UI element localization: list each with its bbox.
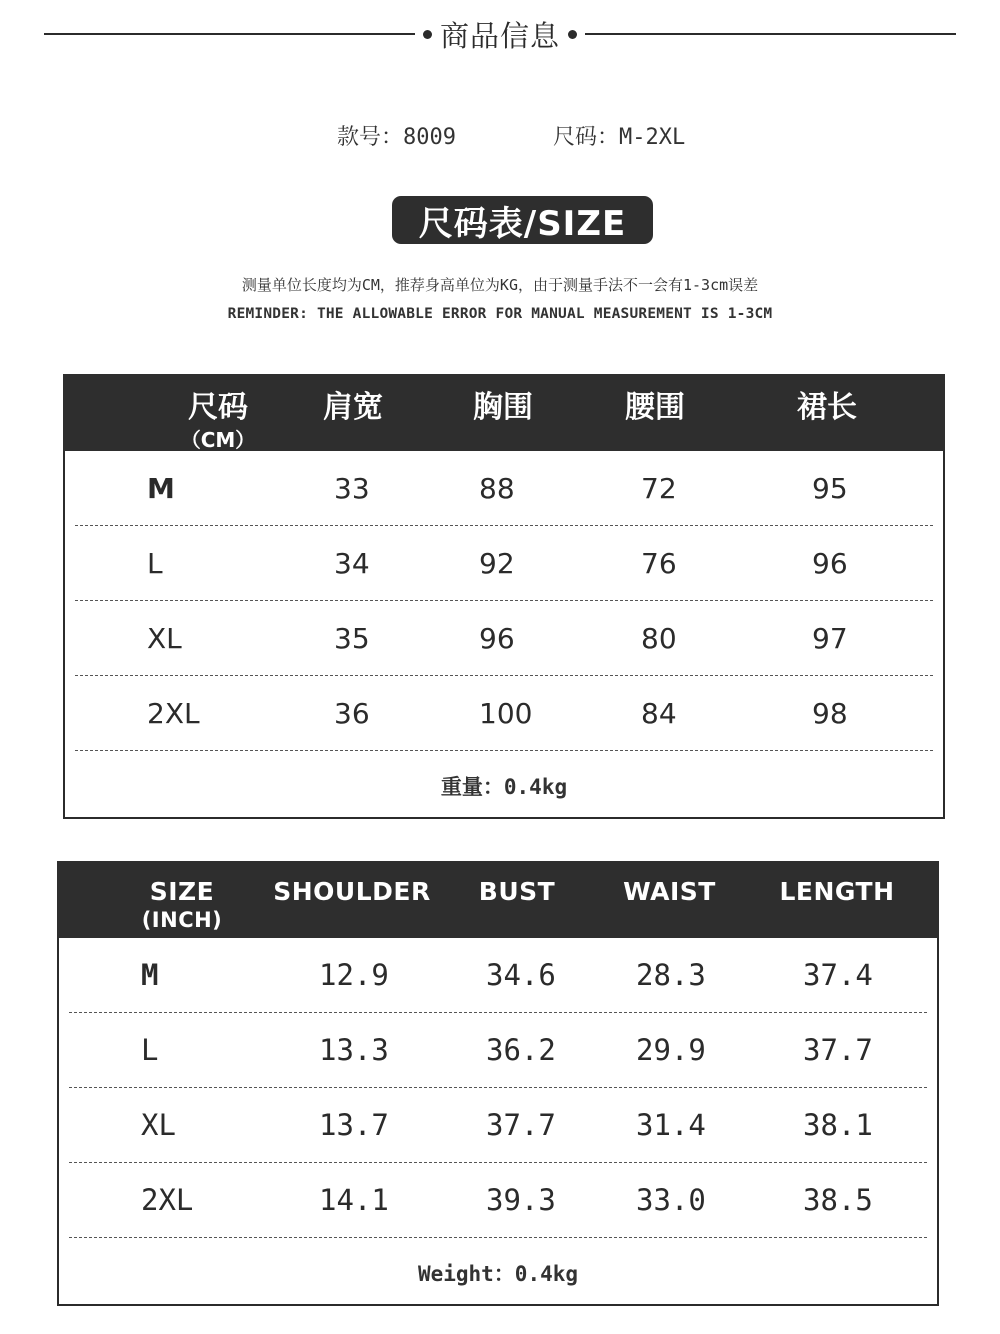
header-length [777,374,877,459]
shoulder-cell: 13.7 [319,1108,389,1142]
header-bust [453,374,553,459]
waist-cell: 33.0 [636,1183,706,1217]
row-divider [69,1237,927,1238]
waist-cell: 29.9 [636,1033,706,1067]
table-row [65,676,943,751]
bust-cell: 36.2 [486,1033,556,1067]
size-cell: 2XL [147,697,200,730]
product-meta [0,116,1000,152]
weight-label: 重量：0.4kg [440,775,568,799]
table-row [59,938,937,1013]
header-unit-label: （CM） [180,428,256,452]
header-size [143,374,293,459]
size-table-title: 尺码表/SIZE [392,196,653,244]
waist-cell: 80 [641,622,677,655]
shoulder-cell: 14.1 [319,1183,389,1217]
bust-cell: 34.6 [486,958,556,992]
size-cell: M [147,472,175,505]
shoulder-cell: 12.9 [319,958,389,992]
length-cell: 96 [812,547,848,580]
waist-cell: 72 [641,472,677,505]
table-row [65,451,943,526]
header-length-label: LENGTH [779,877,895,906]
title-rule-left [44,33,415,35]
header-shoulder [303,374,403,459]
bust-cell: 39.3 [486,1183,556,1217]
shoulder-cell: 36 [334,697,370,730]
table-row [59,1088,937,1163]
measurement-note-cn: 测量单位长度均为CM，推荐身高单位为KG，由于测量手法不一会有1-3cm误差 [241,276,759,294]
shoulder-cell: 35 [334,622,370,655]
header-waist-label: WAIST [623,877,716,906]
size-cell: M [141,958,159,992]
header-length-label: 裙长 [797,390,857,425]
length-cell: 95 [812,472,848,505]
size-cell: XL [141,1108,176,1142]
header-bust-label: BUST [478,877,556,906]
bust-cell: 88 [479,472,515,505]
shoulder-cell: 13.3 [319,1033,389,1067]
table-row [59,1163,937,1238]
header-waist-label: 腰围 [625,390,685,425]
shoulder-cell: 34 [334,547,370,580]
length-cell: 38.5 [803,1183,873,1217]
header-bust-label: 胸围 [473,390,533,425]
bust-cell: 37.7 [486,1108,556,1142]
bust-cell: 96 [479,622,515,655]
header-waist [605,374,705,459]
size-table-cm [63,374,945,819]
size-cell: 2XL [141,1183,194,1217]
size-cell: L [141,1033,159,1067]
title-dot-left [423,30,432,39]
length-cell: 98 [812,697,848,730]
table-header [63,374,945,451]
header-unit-label: (INCH) [141,908,223,932]
size-table-inch [57,861,939,1306]
table-row [59,1013,937,1088]
size-cell: L [147,547,163,580]
title-rule-right [585,33,956,35]
shoulder-cell: 33 [334,472,370,505]
bust-cell: 92 [479,547,515,580]
weight-label: Weight：0.4kg [417,1262,579,1286]
header-shoulder-label: 肩宽 [323,390,383,425]
waist-cell: 28.3 [636,958,706,992]
header-shoulder-label: SHOULDER [273,877,431,906]
size-cell: XL [147,622,182,655]
length-cell: 38.1 [803,1108,873,1142]
waist-cell: 76 [641,547,677,580]
style-number: 款号：8009 [337,125,456,150]
size-range: 尺码：M-2XL [553,125,686,150]
waist-cell: 84 [641,697,677,730]
row-divider [75,750,933,751]
length-cell: 37.7 [803,1033,873,1067]
table-row [65,601,943,676]
title-dot-right [568,30,577,39]
length-cell: 97 [812,622,848,655]
measurement-note-en: REMINDER: THE ALLOWABLE ERROR FOR MANUAL MEASUREMENT IS 1-3CM [227,306,773,322]
header-size-label: SIZE [149,877,215,906]
table-row [65,526,943,601]
section-title: 商品信息 [440,18,561,53]
section-title-bar [44,14,956,54]
length-cell: 37.4 [803,958,873,992]
bust-cell: 100 [479,697,533,730]
waist-cell: 31.4 [636,1108,706,1142]
table-header [57,861,939,938]
header-size-label: 尺码 [188,390,248,425]
